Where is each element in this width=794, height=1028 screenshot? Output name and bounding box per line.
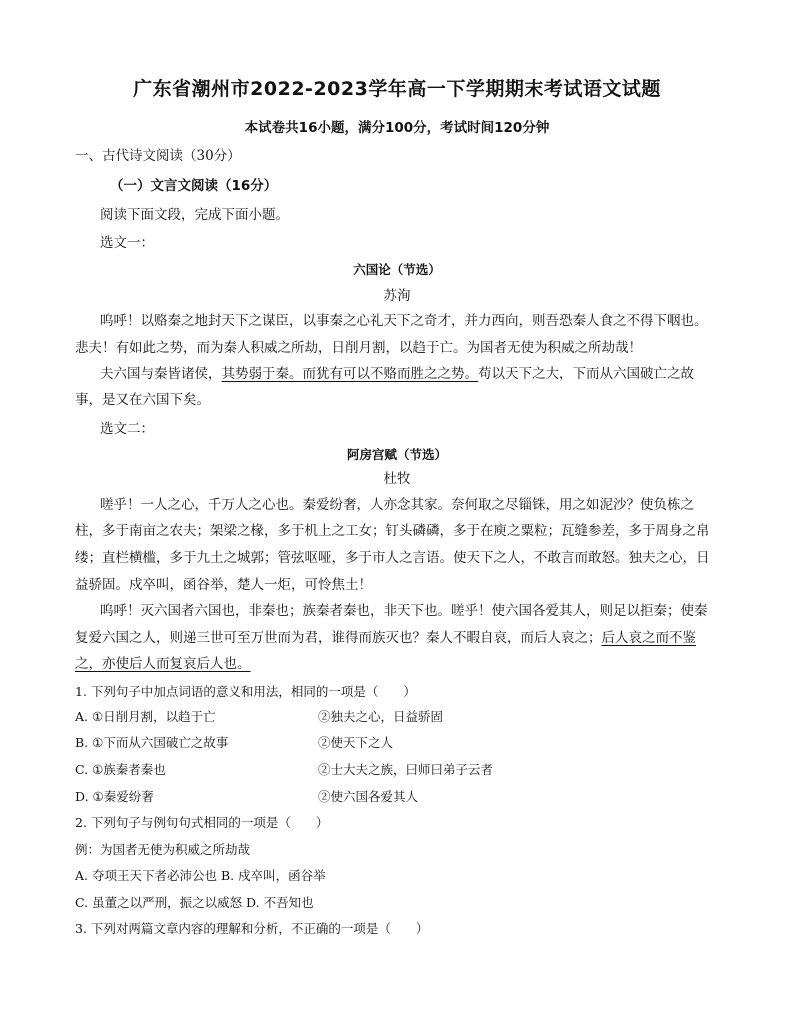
passage2-label: 选文二： bbox=[100, 421, 154, 437]
passage2-text-line: 柱，多于南亩之农夫；架梁之椽，多于机上之工女；钉头磷磷，多于在庾之粟粒；瓦缝参差，多于周身之帛 bbox=[75, 523, 710, 539]
passage1-label: 选文一： bbox=[100, 235, 154, 251]
passage1-text-line: 呜呼！以赂秦之地封天下之谋臣，以事秦之心礼天下之奇才，并力西向，则吾恐秦人食之不得下咽也。 bbox=[100, 313, 708, 329]
passage2-text-line bbox=[75, 654, 723, 674]
question-2-options-cd[interactable]: C. 虽董之以严刑，振之以威怒 D. 不吾知也 bbox=[75, 895, 314, 910]
question-1-option-d-second: ②使六国各爱其人 bbox=[318, 789, 419, 804]
underlined-sentence: 后人哀之而不鉴 bbox=[601, 630, 696, 646]
passage1-text-line bbox=[100, 364, 723, 384]
passage1-title: 六国论（节选） bbox=[353, 262, 441, 277]
instruction-text: 阅读下面文段，完成下面小题。 bbox=[100, 207, 289, 223]
passage2-title: 阿房宫赋（节选） bbox=[346, 447, 447, 462]
passage2-text-line: 呜呼！灭六国者六国也，非秦也；族秦者秦也，非天下也。嗟乎！使六国各爱其人，则足以拒秦；使秦 bbox=[100, 603, 708, 619]
question-1-option-a[interactable]: A. ①日削月割，以趋于亡 bbox=[75, 709, 216, 724]
passage2-author: 杜牧 bbox=[383, 471, 411, 487]
question-1-option-d[interactable]: D. ①秦爱纷奢 bbox=[75, 789, 154, 804]
passage2-text-line: 益骄固。戍卒叫，函谷举，楚人一炬，可怜焦土！ bbox=[75, 577, 372, 593]
question-1-option-b[interactable]: B. ①下而从六国破亡之故事 bbox=[75, 735, 229, 750]
question-1-option-c[interactable]: C. ①族秦者秦也 bbox=[75, 762, 166, 777]
text-fragment: 复爱六国之人，则递三世可至万世而为君，谁得而族灭也？秦人不暇自哀，而后人哀之； bbox=[75, 630, 602, 646]
question-1-option-b-second: ②使天下之人 bbox=[318, 735, 394, 750]
passage2-text-line bbox=[75, 628, 723, 648]
question-1-stem: 1. 下列句子中加点词语的意义和用法，相同的一项是（ ） bbox=[75, 684, 416, 699]
underlined-sentence: 之，亦使后人而复哀后人也。 bbox=[75, 656, 251, 672]
question-2-example: 例：为国者无使为积威之所劫哉 bbox=[75, 842, 251, 857]
section-heading: 一、古代诗文阅读（30分） bbox=[75, 148, 241, 164]
passage1-text-line: 悲夫！有如此之势，而为秦人积威之所劫，日削月割，以趋于亡。为国者无使为积威之所劫哉！ bbox=[75, 340, 642, 356]
question-2-stem: 2. 下列句子与例句句式相同的一项是（ ） bbox=[75, 815, 329, 830]
subsection-heading: （一）文言文阅读（16分） bbox=[110, 178, 278, 194]
exam-subtitle: 本试卷共16小题，满分100分，考试时间120分钟 bbox=[244, 120, 550, 136]
passage2-text-line: 缕；直栏横槛，多于九土之城郭；管弦呕哑，多于市人之言语。使天下之人，不敢言而敢怒。独夫之心，日 bbox=[75, 550, 710, 566]
exam-title: 广东省潮州市2022-2023学年高一下学期期末考试语文试题 bbox=[133, 78, 661, 100]
question-3-stem: 3. 下列对两篇文章内容的理解和分析，不正确的一项是（ ） bbox=[75, 921, 429, 936]
underlined-sentence: 其势弱于秦。而犹有可以不赂而胜之之势。 bbox=[221, 366, 478, 382]
question-1-option-a-second: ②独夫之心，日益骄固 bbox=[318, 709, 444, 724]
passage1-text-line: 事，是又在六国下矣。 bbox=[75, 392, 210, 408]
passage2-text-line: 嗟乎！一人之心，千万人之心也。秦爱纷奢，人亦念其家。奈何取之尽锱铢，用之如泥沙？使负栋之 bbox=[100, 497, 694, 513]
passage1-author: 苏洵 bbox=[383, 288, 411, 304]
question-2-options-ab[interactable]: A. 夺项王天下者必沛公也 B. 戍卒叫，函谷举 bbox=[75, 868, 326, 883]
question-1-option-c-second: ②士大夫之族，曰师曰弟子云者 bbox=[318, 762, 494, 777]
text-fragment: 苟以天下之大，下而从六国破亡之故 bbox=[478, 366, 694, 382]
text-fragment: 夫六国与秦皆诸侯， bbox=[100, 366, 222, 382]
